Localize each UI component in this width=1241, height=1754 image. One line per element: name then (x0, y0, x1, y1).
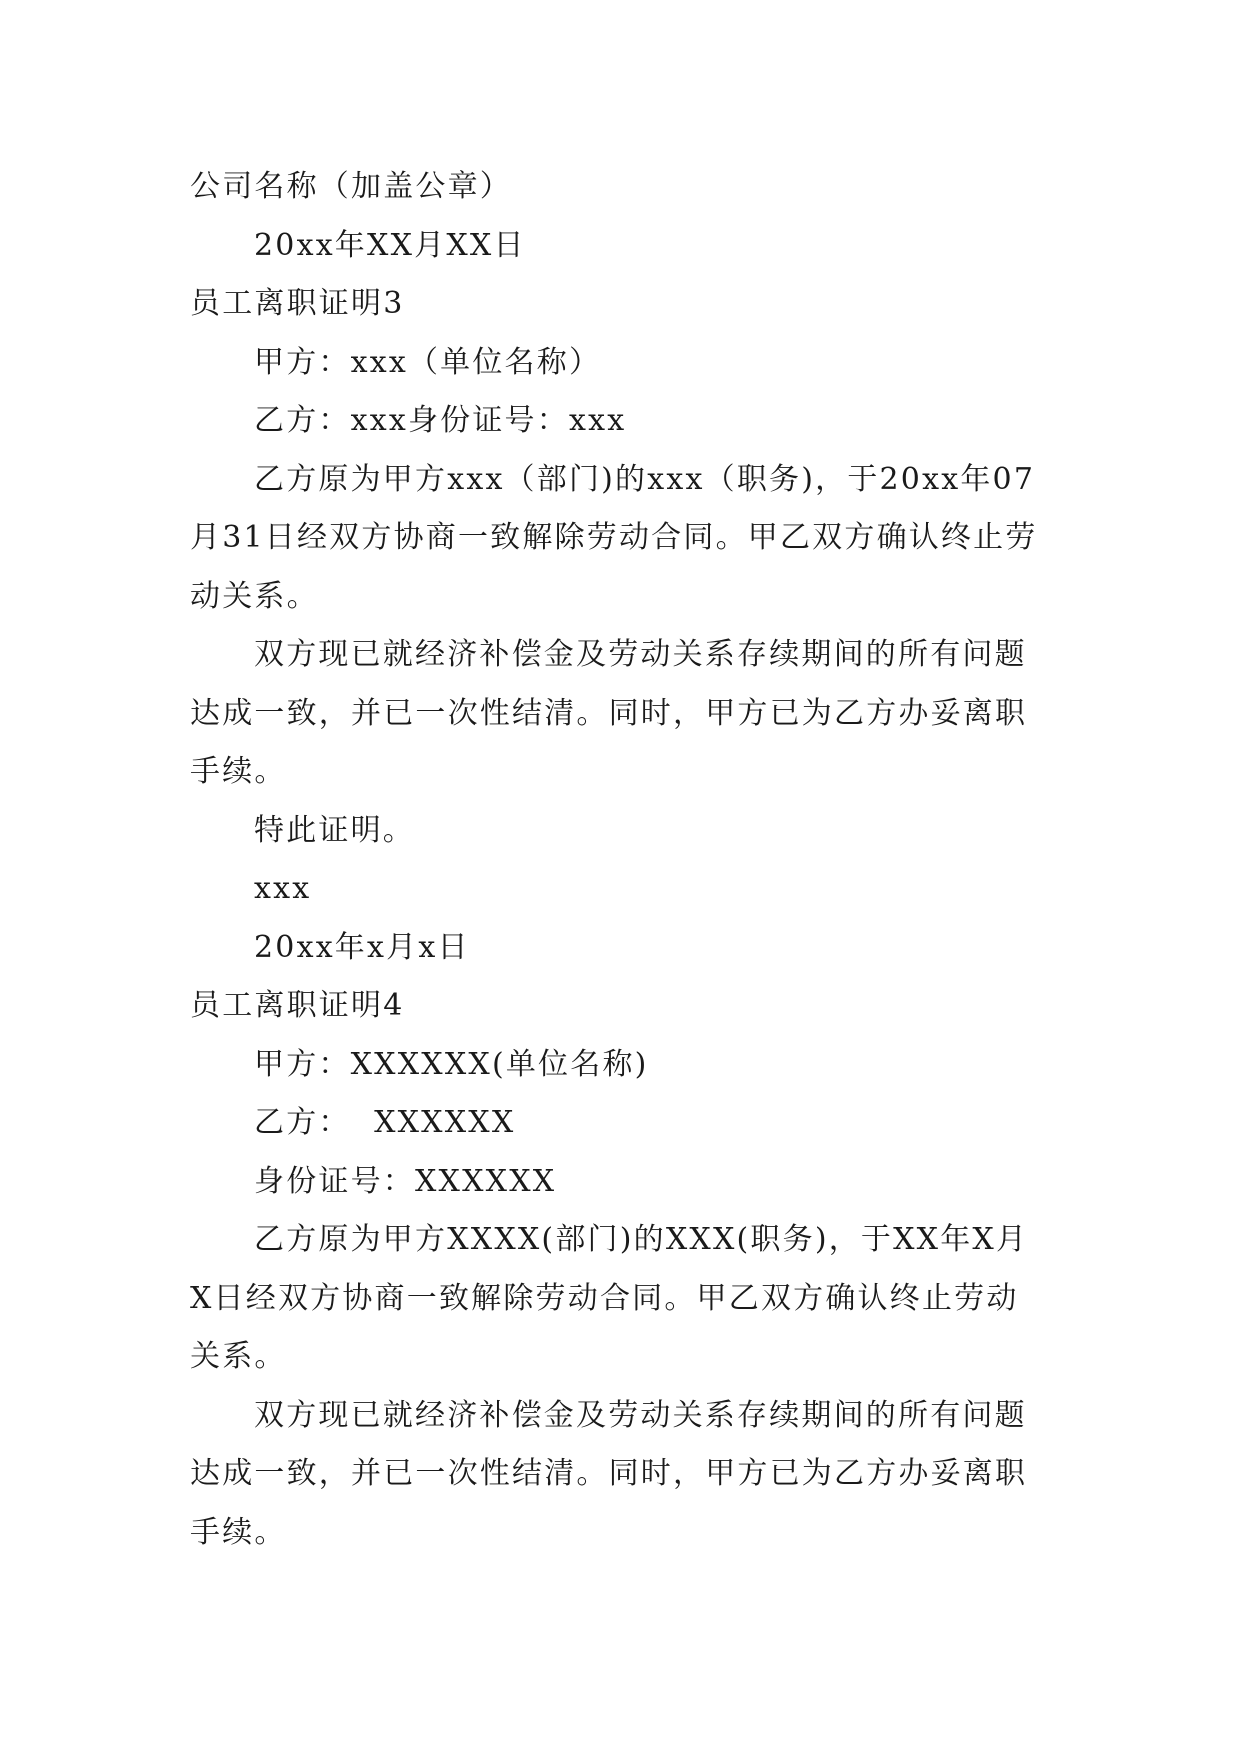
settlement-paragraph: 双方现已就经济补偿金及劳动关系存续期间的所有问题达成一致，并已一次性结清。同时，甲方已为乙方办妥离职手续。 (190, 637, 1028, 789)
termination-paragraph: 乙方原为甲方xxx（部门)的xxx（职务)，于20xx年07月31日经双方协商一致解除劳动合同。甲乙双方确认终止劳动关系。 (190, 461, 1038, 614)
settlement-paragraph: 双方现已就经济补偿金及劳动关系存续期间的所有问题达成一致，并已一次性结清。同时，甲方已为乙方办妥离职手续。 (190, 1397, 1028, 1550)
document-body (190, 158, 1050, 1562)
date-line: 20xx年XX月XX日 (254, 227, 526, 263)
signatory-line: xxx (254, 871, 312, 906)
party-a-line: 甲方：XXXXXX(单位名称) (254, 1046, 649, 1082)
signing-date-line: 20xx年x月x日 (254, 929, 470, 965)
party-b-line: 乙方：xxx身份证号：xxx (254, 403, 627, 438)
section-title-3: 员工离职证明3 (190, 286, 405, 321)
party-a-line: 甲方：xxx（单位名称） (254, 344, 602, 380)
company-name-seal-line: 公司名称（加盖公章） (190, 169, 512, 204)
section-title-4: 员工离职证明4 (190, 988, 405, 1023)
termination-paragraph: 乙方原为甲方XXXX(部门)的XXX(职务)，于XX年X月X日经双方协商一致解除劳动合同。甲乙双方确认终止劳动关系。 (190, 1222, 1029, 1374)
id-number-line: 身份证号：XXXXXX (254, 1163, 557, 1199)
party-b-line: 乙方： XXXXXX (254, 1105, 516, 1140)
certification-line: 特此证明。 (254, 812, 415, 848)
